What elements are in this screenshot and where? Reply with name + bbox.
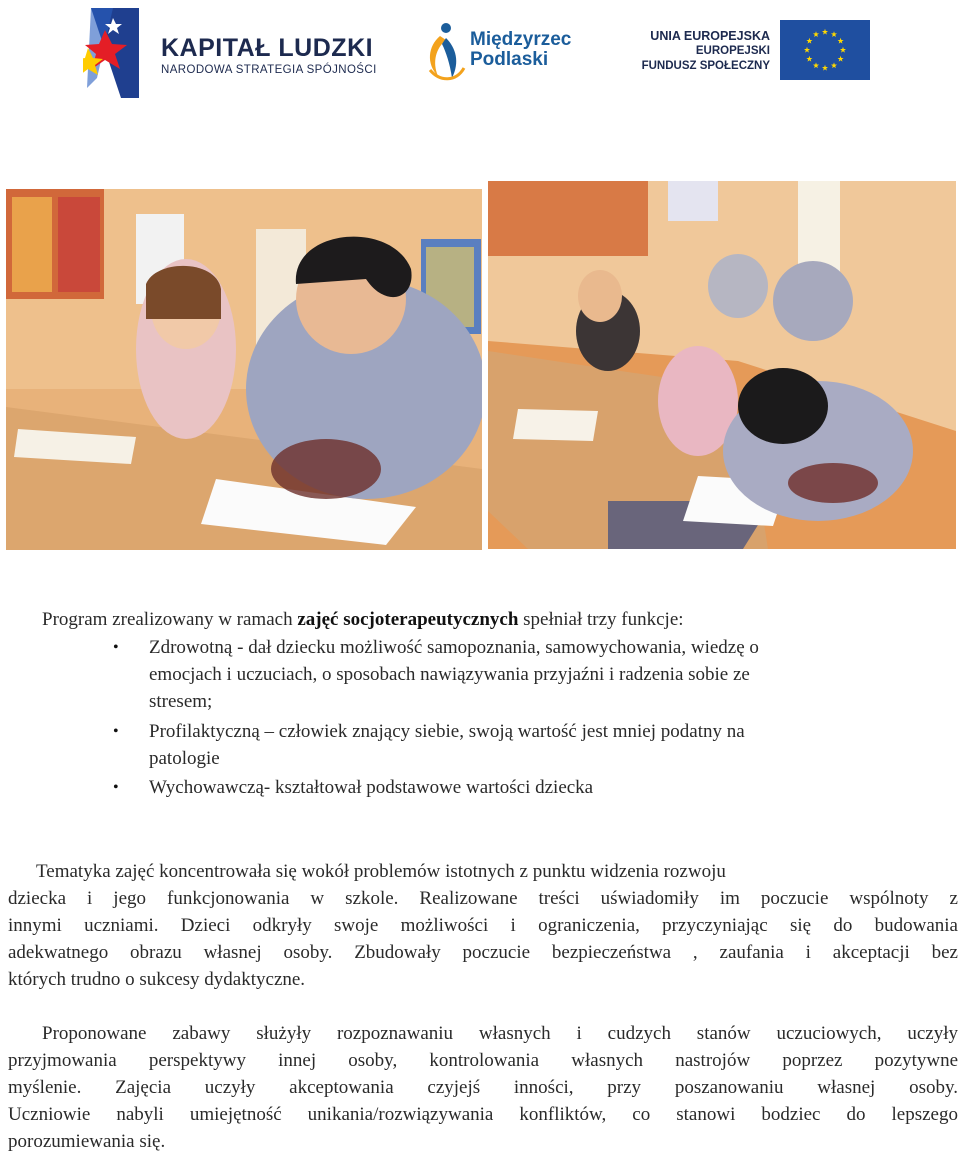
bullet-marker: •: [113, 779, 119, 796]
photo-left: [6, 189, 482, 550]
photo-right: [488, 181, 956, 549]
bullet-1-line-3: stresem;: [149, 691, 213, 712]
intro-line: [42, 606, 684, 633]
miedzyrzec-text: [470, 30, 571, 70]
intro-prefix: Program zrealizowany w ramach: [42, 609, 298, 630]
paragraph2-line-3: myślenie. Zajęcia uczyły akceptowania czyjejś inności, przy poszanowaniu własnej osoby.: [8, 1077, 958, 1098]
paragraph1-line-2: dziecka i jego funkcjonowania w szkole. Realizowane treści uświadomiły im poczucie wspólnoty z: [8, 888, 958, 909]
ue-line1: UNIA EUROPEJSKA: [650, 29, 770, 43]
miedzyrzec-line2: Podlaski: [470, 49, 549, 70]
paragraph2-line-5: porozumiewania się.: [8, 1131, 166, 1152]
ue-text: [642, 29, 770, 74]
paragraph1-line-3: innymi uczniami. Dzieci odkryły swoje możliwości i ograniczenia, przyczyniając się do budowania: [8, 915, 958, 936]
bullet-3-line-1: Wychowawczą- kształtował podstawowe wartości dziecka: [149, 777, 594, 798]
bullet-1-line-2: emocjach i uczuciach, o sposobach nawiązywania przyjaźni i radzenia sobie ze: [149, 664, 750, 685]
bullet-marker: •: [113, 639, 119, 656]
bullet-marker: •: [113, 723, 119, 740]
eu-flag-icon: [780, 20, 870, 80]
paragraph1-line-4: adekwatnego obrazu własnej osoby. Zbudowały poczucie bezpieczeństwa , zaufania i akceptacji bez: [8, 942, 958, 963]
ue-line2: EUROPEJSKI: [695, 45, 770, 57]
paragraph2-line-1: Proponowane zabawy służyły rozpoznawaniu własnych i cudzych stanów uczuciowych, uczyły: [42, 1023, 958, 1044]
paragraph2-line-4: Uczniowie nabyli umiejętność unikania/rozwiązywania konfliktów, co stanowi bodziec do lepszego: [8, 1104, 958, 1125]
ue-line3: FUNDUSZ SPOŁECZNY: [641, 60, 770, 72]
bullet-2-line-2: patologie: [149, 748, 220, 769]
kapital-ludzki-text: [161, 35, 377, 76]
bullet-1-line-1: Zdrowotną - dał dziecku możliwość samopoznania, samowychowania, wiedzę o: [149, 637, 759, 658]
kapital-ludzki-logo-icon: [83, 8, 139, 98]
paragraph1-line-1: Tematyka zajęć koncentrowała się wokół problemów istotnych z punktu widzenia rozwoju: [36, 861, 726, 882]
miedzyrzec-line1: Międzyrzec: [470, 29, 572, 50]
intro-bold: zajęć socjoterapeutycznych: [297, 609, 519, 630]
paragraph2-line-2: przyjmowania perspektywy innej osoby, kontrolowania własnych nastrojów poprzez pozytywne: [8, 1050, 958, 1071]
miedzyrzec-logo-icon: [422, 20, 466, 82]
intro-suffix: spełniał trzy funkcje:: [518, 609, 684, 630]
bullet-2-line-1: Profilaktyczną – człowiek znający siebie, swoją wartość jest mniej podatny na: [149, 721, 745, 742]
paragraph1-line-5: których trudno o sukcesy dydaktyczne.: [8, 969, 306, 990]
kapital-ludzki-title: KAPITAŁ LUDZKI: [161, 34, 374, 62]
kapital-ludzki-subtitle: NARODOWA STRATEGIA SPÓJNOŚCI: [161, 64, 377, 76]
